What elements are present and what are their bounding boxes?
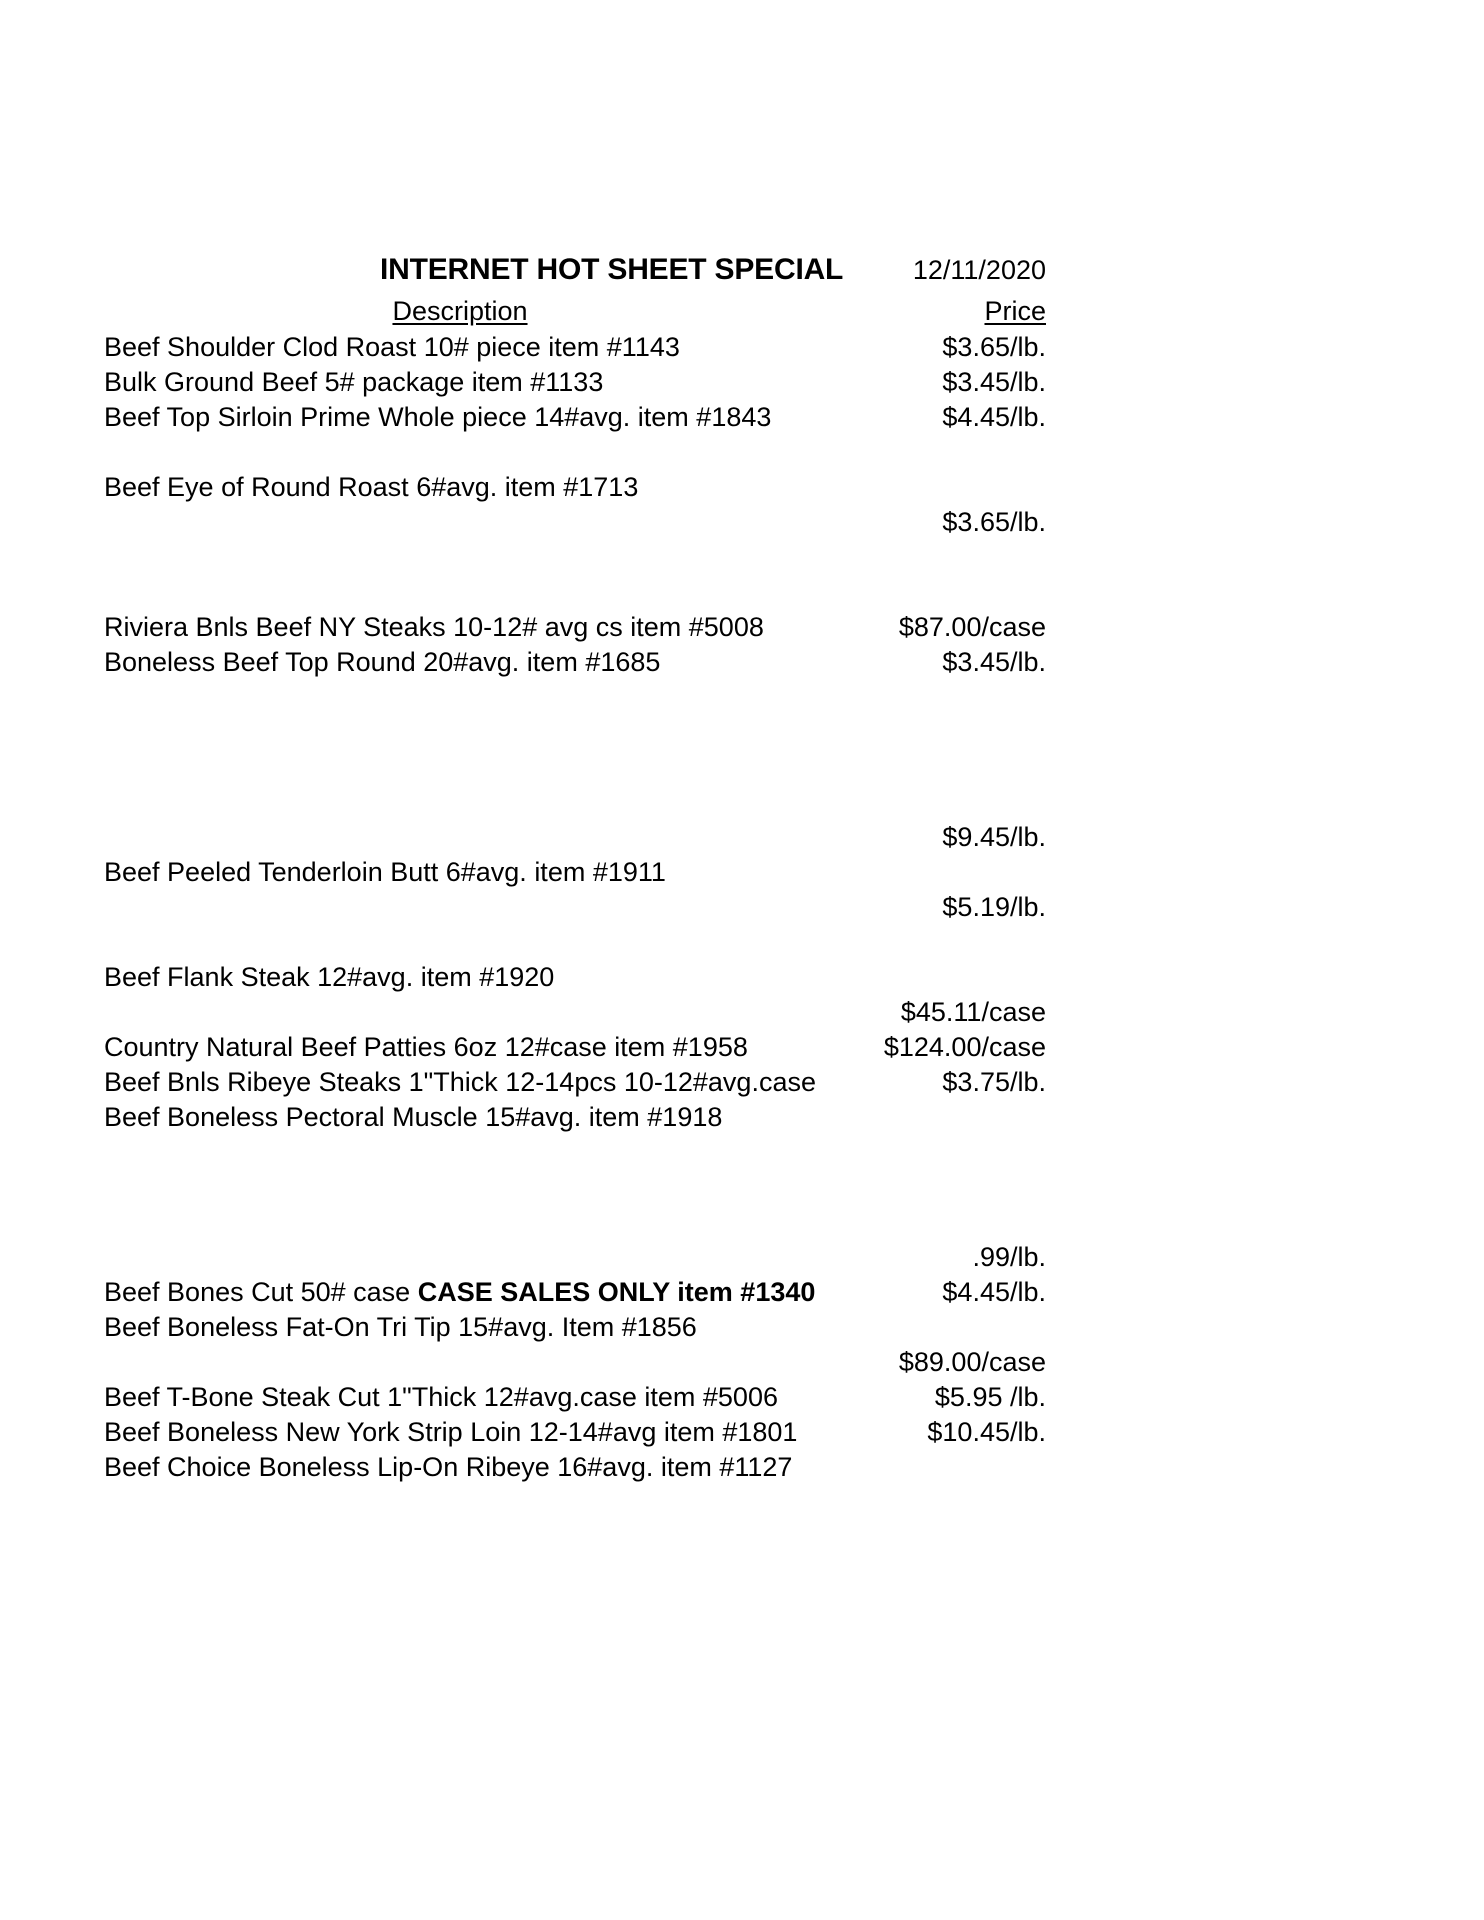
price-line: $124.00/case	[883, 1032, 1046, 1062]
blank-line	[104, 680, 884, 715]
blank-line	[104, 925, 884, 960]
blank-line	[820, 1205, 1046, 1240]
description-line: Beef Boneless New York Strip Loin 12-14#avg item #1801	[104, 1417, 798, 1447]
blank-line	[820, 575, 1046, 610]
blank-line	[104, 715, 884, 750]
blank-line	[104, 1345, 884, 1380]
description-line: Beef Peeled Tenderloin Butt 6#avg. item #1911	[104, 857, 666, 887]
description-line: Beef T-Bone Steak Cut 1"Thick 12#avg.case item #5006	[104, 1382, 778, 1412]
blank-line	[104, 890, 884, 925]
blank-line	[820, 540, 1046, 575]
blank-line	[820, 925, 1046, 960]
description-line: Bulk Ground Beef 5# package item #1133	[104, 367, 604, 397]
blank-line	[820, 1310, 1046, 1345]
blank-line	[104, 750, 884, 785]
price-line: $89.00/case	[898, 1347, 1046, 1377]
price-line: $3.65/lb.	[942, 507, 1046, 537]
line-text-plain: Beef Bones Cut 50# case	[104, 1277, 418, 1307]
blank-line	[104, 435, 884, 470]
description-line: Beef Eye of Round Roast 6#avg. item #1713	[104, 472, 639, 502]
column-header-price-label: Price	[984, 296, 1046, 326]
blank-line	[820, 470, 1046, 505]
price-line: $10.45/lb.	[927, 1417, 1046, 1447]
blank-line	[104, 575, 884, 610]
blank-line	[820, 1170, 1046, 1205]
line-text-emphasis: CASE SALES ONLY item #1340	[417, 1277, 816, 1307]
price-line: $87.00/case	[898, 612, 1046, 642]
price-line: $4.45/lb.	[942, 402, 1046, 432]
description-line: Beef Bnls Ribeye Steaks 1"Thick 12-14pcs 10-12#avg.case	[104, 1067, 816, 1097]
description-line: Beef Shoulder Clod Roast 10# piece item #1143	[104, 332, 680, 362]
price-column	[820, 330, 1046, 1450]
description-line: Beef Boneless Pectoral Muscle 15#avg. item #1918	[104, 1102, 723, 1132]
blank-line	[820, 435, 1046, 470]
blank-line	[104, 1135, 884, 1170]
blank-line	[104, 995, 884, 1030]
blank-line	[104, 1205, 884, 1240]
page-title: INTERNET HOT SHEET SPECIAL	[380, 253, 844, 286]
blank-line	[104, 1240, 884, 1275]
description-line: Beef Boneless Fat-On Tri Tip 15#avg. Item #1856	[104, 1312, 697, 1342]
blank-line	[104, 505, 884, 540]
price-line: $5.95 /lb.	[934, 1382, 1046, 1412]
document-date: 12/11/2020	[912, 255, 1046, 285]
price-line: $3.45/lb.	[942, 367, 1046, 397]
blank-line	[104, 785, 884, 820]
blank-line	[820, 960, 1046, 995]
price-line: $3.45/lb.	[942, 647, 1046, 677]
price-line: $9.45/lb.	[942, 822, 1046, 852]
price-line: $3.65/lb.	[942, 332, 1046, 362]
blank-line	[104, 1170, 884, 1205]
price-line: $45.11/case	[900, 997, 1046, 1027]
blank-line	[820, 855, 1046, 890]
blank-line	[820, 750, 1046, 785]
blank-line	[820, 1135, 1046, 1170]
price-line: .99/lb.	[972, 1242, 1046, 1272]
price-line: $5.19/lb.	[942, 892, 1046, 922]
blank-line	[820, 715, 1046, 750]
column-header-description	[300, 296, 620, 327]
column-header-price	[820, 296, 1046, 327]
description-line: Beef Top Sirloin Prime Whole piece 14#avg. item #1843	[104, 402, 772, 432]
description-line: Beef Choice Boneless Lip-On Ribeye 16#avg. item #1127	[104, 1452, 793, 1482]
blank-line	[820, 785, 1046, 820]
blank-line	[820, 680, 1046, 715]
price-line: $3.75/lb.	[942, 1067, 1046, 1097]
description-line: Boneless Beef Top Round 20#avg. item #1685	[104, 647, 661, 677]
description-line	[104, 1275, 884, 1310]
description-line: Riviera Bnls Beef NY Steaks 10-12# avg cs item #5008	[104, 612, 764, 642]
description-column	[104, 330, 884, 1485]
blank-line	[104, 820, 884, 855]
column-header-description-label: Description	[392, 296, 528, 326]
description-line: Country Natural Beef Patties 6oz 12#case item #1958	[104, 1032, 748, 1062]
blank-line	[820, 1100, 1046, 1135]
description-line: Beef Flank Steak 12#avg. item #1920	[104, 962, 555, 992]
price-line: $4.45/lb.	[942, 1277, 1046, 1307]
blank-line	[104, 540, 884, 575]
